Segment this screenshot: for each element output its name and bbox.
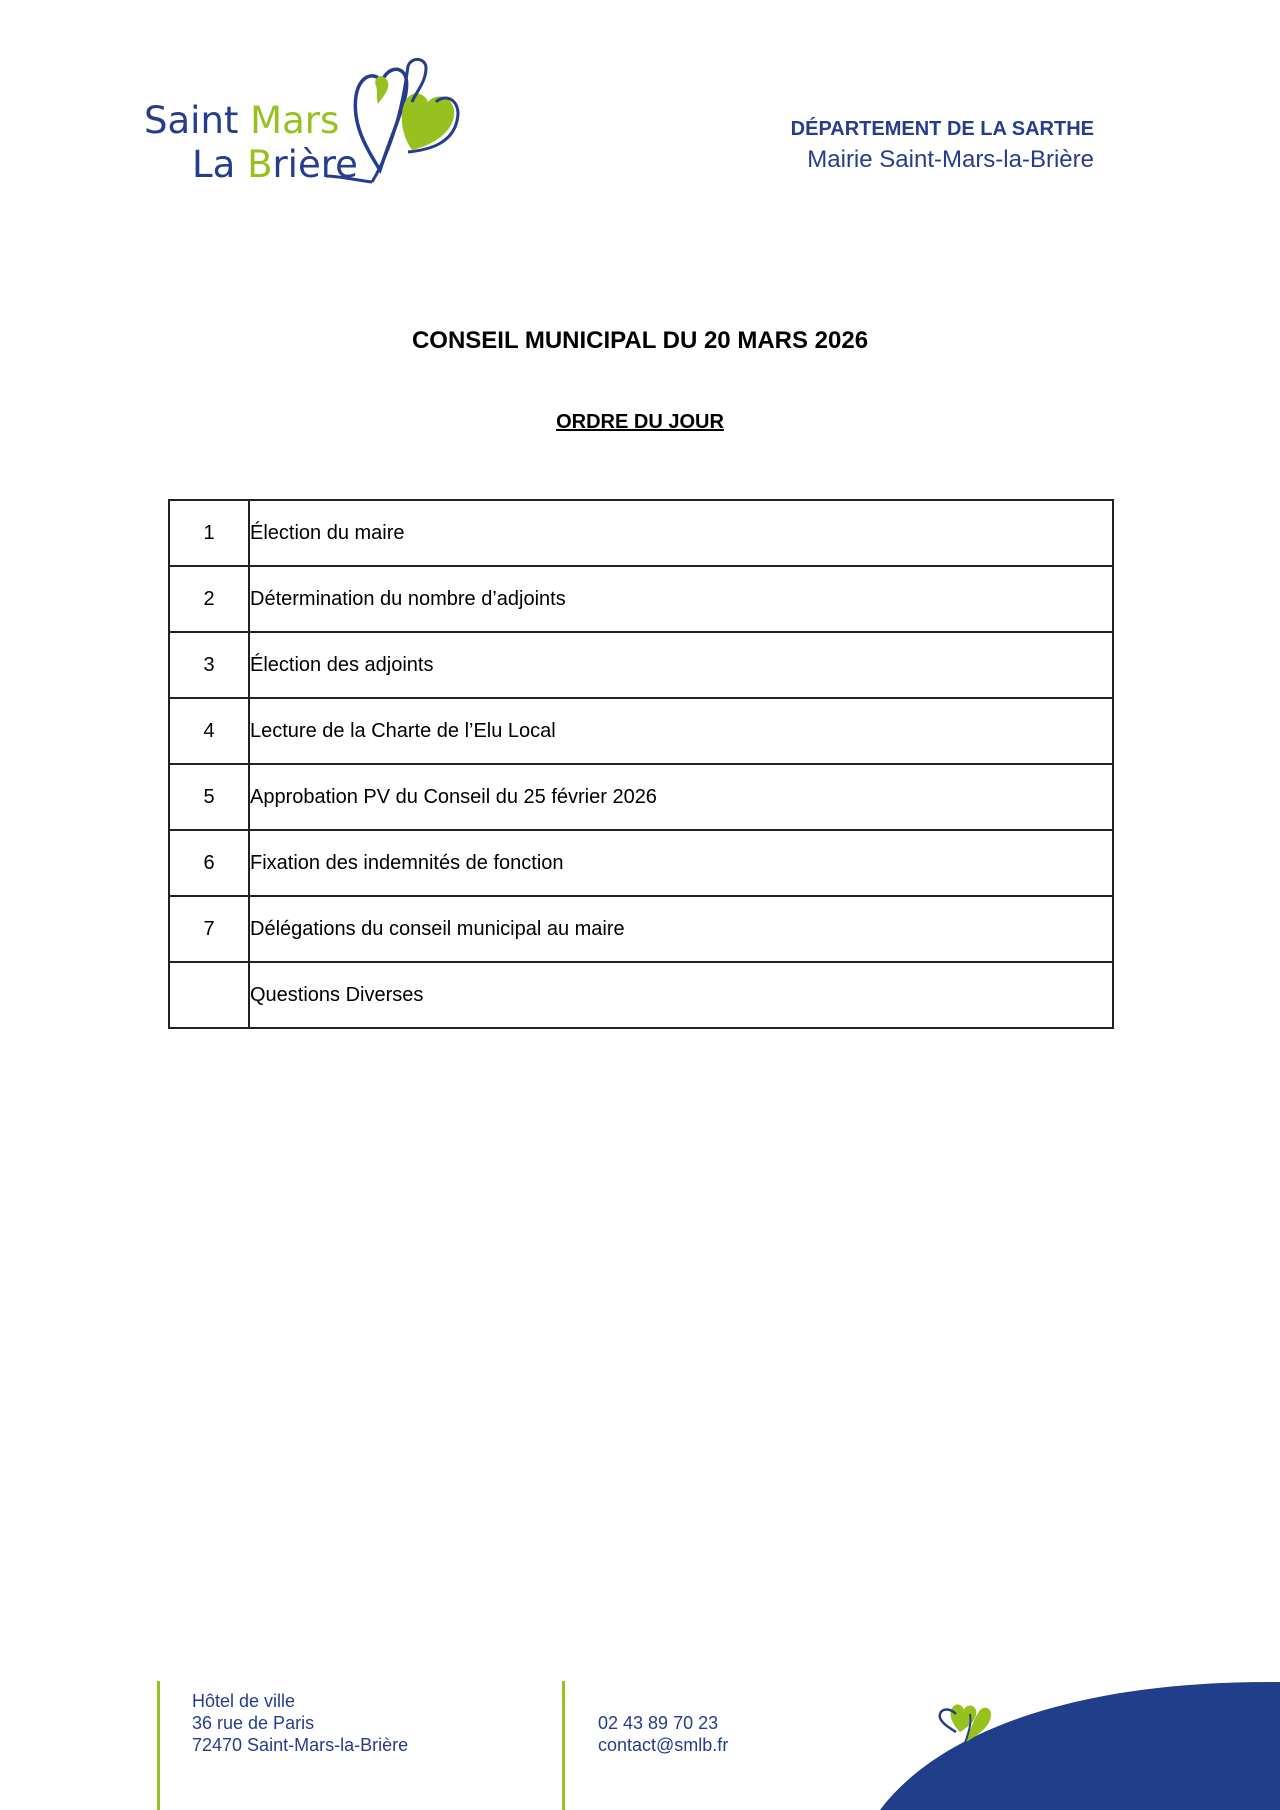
agenda-item-number [169, 962, 249, 1028]
agenda-item-label: Délégations du conseil municipal au maire [249, 896, 1113, 962]
agenda-item-label: Élection du maire [249, 500, 1113, 566]
logo-word-briere-initial: B [247, 143, 273, 186]
mairie-name: Mairie Saint-Mars-la-Brière [807, 146, 1094, 173]
agenda-row [169, 962, 1113, 1028]
agenda-item-label: Détermination du nombre d’adjoints [249, 566, 1113, 632]
logo-text-line2 [192, 143, 358, 186]
agenda-item-label: Questions Diverses [249, 962, 1113, 1028]
agenda-item-number: 6 [169, 830, 249, 896]
agenda-item-number: 2 [169, 566, 249, 632]
header-department-block [790, 118, 1094, 173]
agenda-item-number: 3 [169, 632, 249, 698]
footer-divider-left [157, 1681, 160, 1810]
agenda-item-number: 7 [169, 896, 249, 962]
address-line: 36 rue de Paris [192, 1713, 315, 1733]
agenda-row [169, 896, 1113, 962]
agenda-table-body [169, 500, 1113, 1028]
agenda-item-number: 5 [169, 764, 249, 830]
agenda-item-number: 1 [169, 500, 249, 566]
logo-word-briere-rest: rière [272, 143, 358, 186]
page-title: CONSEIL MUNICIPAL DU 20 MARS 2026 [411, 327, 869, 354]
address-line: 72470 Saint-Mars-la-Brière [192, 1735, 409, 1755]
blue-swoosh-shape [880, 1682, 1280, 1810]
logo-word-mars: Mars [250, 99, 340, 142]
address-line: Hôtel de ville [192, 1691, 296, 1711]
agenda-row [169, 500, 1113, 566]
logo-text-line1 [144, 99, 340, 142]
agenda-table [168, 499, 1114, 1029]
agenda-row [169, 632, 1113, 698]
agenda-row [169, 566, 1113, 632]
agenda-item-label: Fixation des indemnités de fonction [249, 830, 1113, 896]
footer-divider-middle [562, 1681, 565, 1810]
email-address[interactable]: contact@smlb.fr [598, 1735, 729, 1755]
footer-swoosh [880, 1670, 1280, 1810]
agenda-item-number: 4 [169, 698, 249, 764]
logo-word-la: La [192, 143, 236, 186]
agenda-item-label: Approbation PV du Conseil du 25 février 2026 [249, 764, 1113, 830]
municipal-logo [140, 52, 490, 192]
agenda-item-label: Élection des adjoints [249, 632, 1113, 698]
logo-word-saint: Saint [144, 99, 239, 142]
footer-address [192, 1690, 408, 1756]
agenda-item-label: Lecture de la Charte de l’Elu Local [249, 698, 1113, 764]
agenda-row [169, 830, 1113, 896]
agenda-heading: ORDRE DU JOUR [556, 411, 724, 433]
phone-number: 02 43 89 70 23 [598, 1713, 719, 1733]
agenda-row [169, 764, 1113, 830]
agenda-row [169, 698, 1113, 764]
footer-contact [598, 1712, 728, 1756]
department-name: DÉPARTEMENT DE LA SARTHE [790, 118, 1094, 140]
